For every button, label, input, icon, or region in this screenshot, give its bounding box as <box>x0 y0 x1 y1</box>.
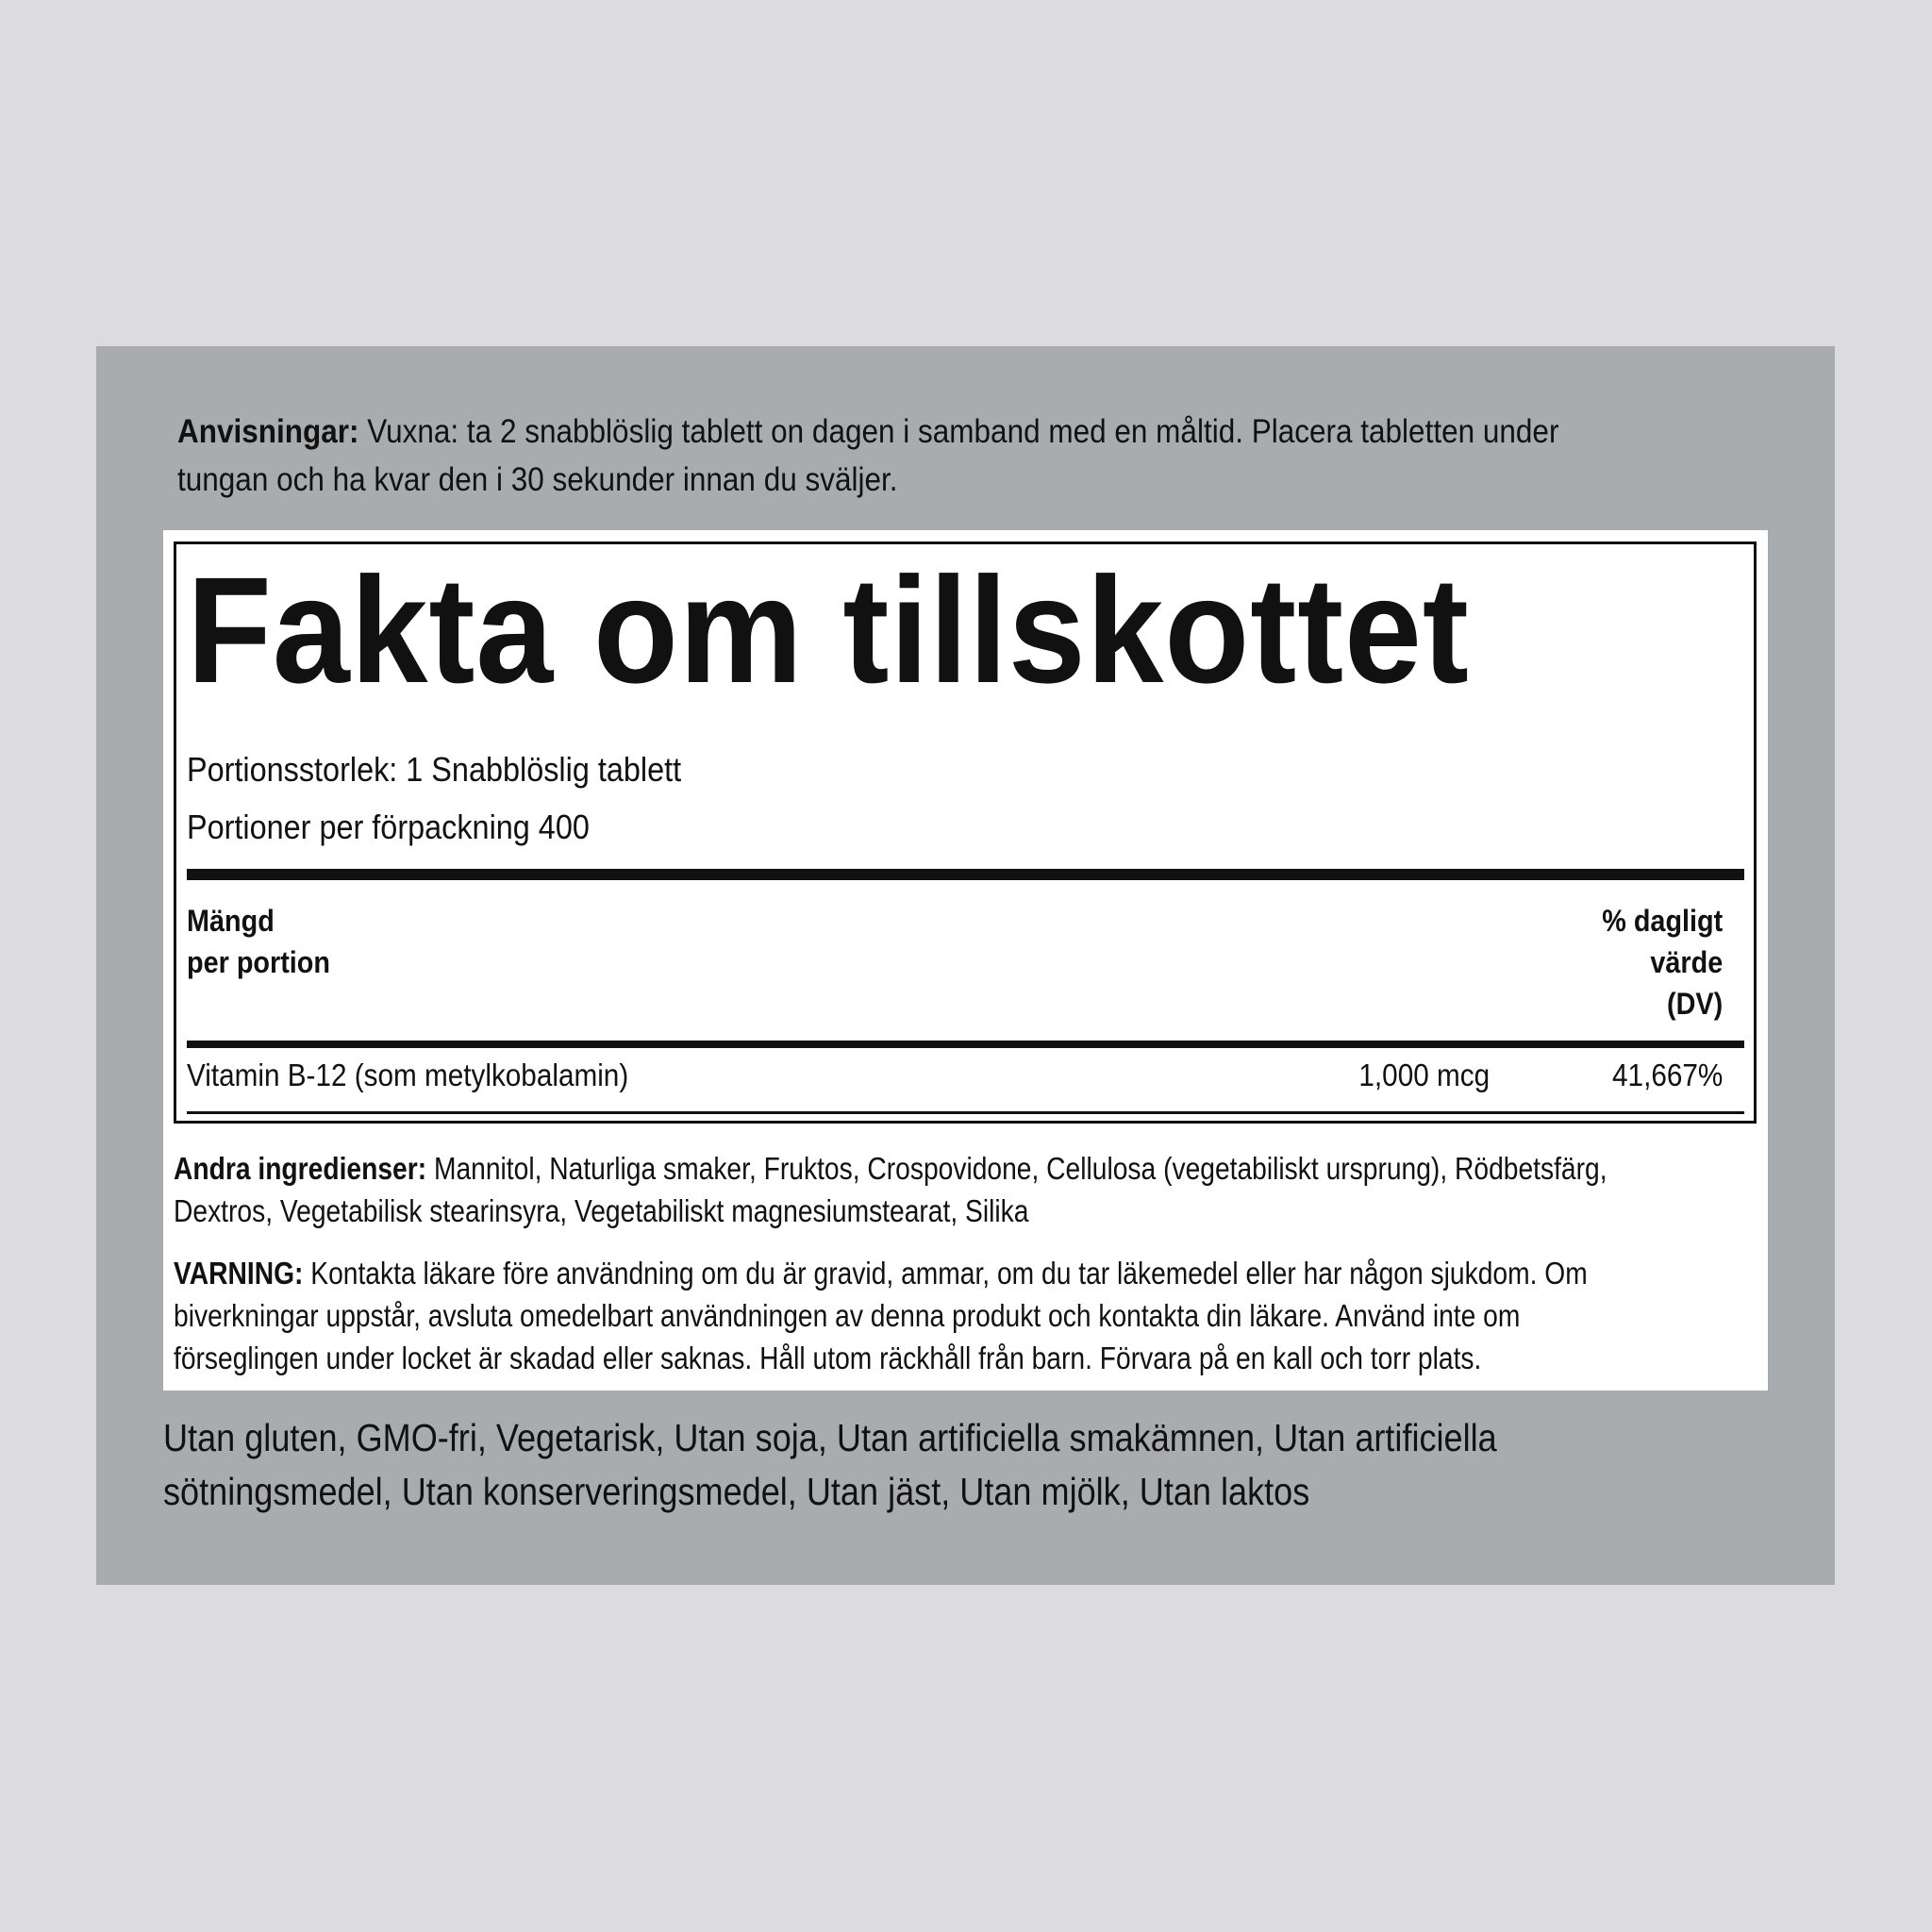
product-claims <box>163 1411 1782 1519</box>
warning-label: VARNING: <box>174 1256 304 1291</box>
other-ingredients <box>174 1147 1787 1232</box>
thick-divider-middle <box>187 1041 1744 1048</box>
dv-header-line-2: värde <box>1650 945 1723 979</box>
nutrient-amount: 1,000 mcg <box>1358 1058 1490 1092</box>
directions-line-2: tungan och ha kvar den i 30 sekunder innan du sväljer. <box>177 461 898 498</box>
dv-header-line-3: (DV) <box>1666 987 1723 1021</box>
ingredients-line-1: Mannitol, Naturliga smaker, Fruktos, Crospovidone, Cellulosa (vegetabiliskt ursprung), Rödbetsfärg, <box>426 1151 1607 1186</box>
directions-text <box>177 408 1790 504</box>
supplement-facts-title: Fakta om tillskottet <box>187 545 1470 714</box>
amount-per-serving-header <box>187 900 330 983</box>
claims-line-2: sötningsmedel, Utan konserveringsmedel, Utan jäst, Utan mjölk, Utan laktos <box>163 1470 1310 1513</box>
warning-text <box>174 1252 1787 1379</box>
ingredients-label: Andra ingredienser: <box>174 1151 427 1186</box>
serving-size: Portionsstorlek: 1 Snabblöslig tablett <box>187 750 682 789</box>
warning-line-3: förseglingen under locket är skadad eller saknas. Håll utom räckhåll från barn. Förvara på en kall och torr plats. <box>174 1341 1482 1375</box>
amount-header-line-2: per portion <box>187 945 330 979</box>
thick-divider-top <box>187 869 1744 880</box>
ingredients-line-2: Dextros, Vegetabilisk stearinsyra, Vegetabiliskt magnesiumstearat, Silika <box>174 1193 1029 1228</box>
thin-divider-bottom <box>187 1111 1744 1114</box>
nutrient-name: Vitamin B-12 (som metylkobalamin) <box>187 1058 629 1092</box>
directions-line-1: Vuxna: ta 2 snabblöslig tablett on dagen i samband med en måltid. Placera tabletten under <box>358 413 1559 450</box>
warning-line-2: biverkningar uppstår, avsluta omedelbart användningen av denna produkt och kontakta din läkare. Använd inte om <box>174 1298 1521 1333</box>
daily-value-header <box>1602 900 1723 1024</box>
nutrient-daily-value: 41,667% <box>1611 1058 1723 1092</box>
warning-line-1: Kontakta läkare före användning om du är gravid, ammar, om du tar läkemedel eller har någon sjukdom. Om <box>303 1256 1588 1291</box>
claims-line-1: Utan gluten, GMO-fri, Vegetarisk, Utan soja, Utan artificiella smakämnen, Utan artificiella <box>163 1416 1497 1459</box>
directions-label: Anvisningar: <box>177 413 359 450</box>
amount-header-line-1: Mängd <box>187 904 275 938</box>
servings-per-container: Portioner per förpackning 400 <box>187 808 590 846</box>
dv-header-line-1: % dagligt <box>1602 904 1723 938</box>
